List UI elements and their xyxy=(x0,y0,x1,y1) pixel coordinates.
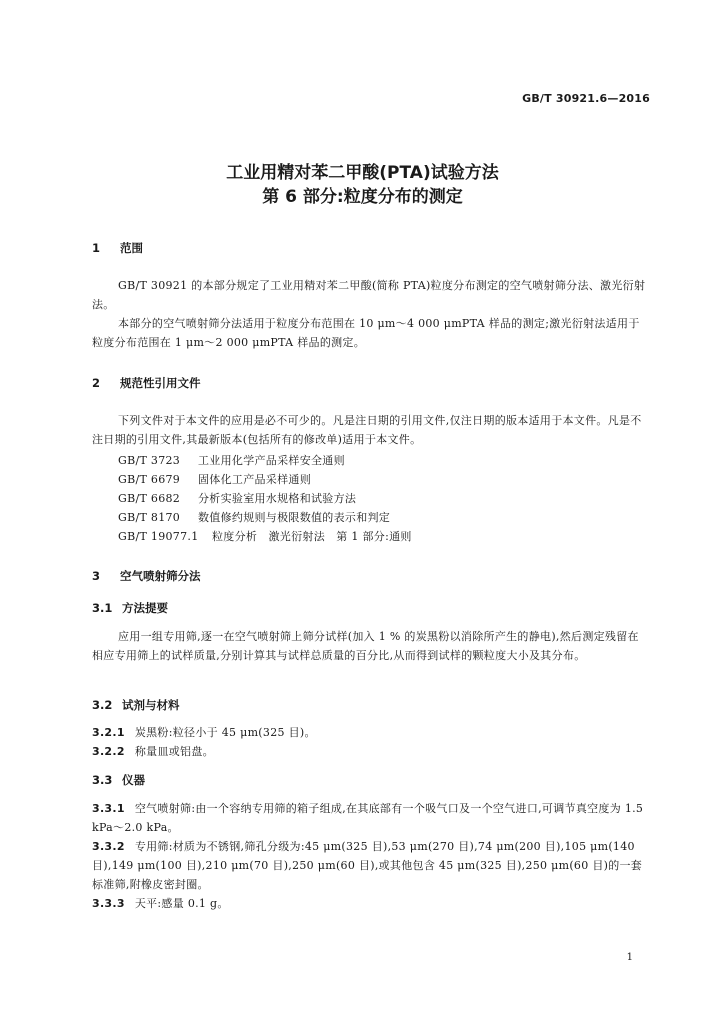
reference-item xyxy=(118,509,390,525)
section-2-heading xyxy=(92,375,201,391)
reference-code: GB/T 3723 xyxy=(118,454,181,467)
section-3-2-heading xyxy=(92,697,180,713)
section-number: 1 xyxy=(92,241,101,255)
clause-number: 3.3.2 xyxy=(92,840,125,853)
reference-code: GB/T 8170 xyxy=(118,511,181,524)
scope-paragraph-2: 本部分的空气喷射筛分法适用于粒度分布范围在 10 μm～4 000 μmPTA 样品的测定;激光衍射法适用于粒度分布范围在 1 μm～2 000 μmPTA 样品的测定。 xyxy=(92,317,640,349)
reference-code: GB/T 6682 xyxy=(118,492,181,505)
reference-title: 粒度分析 激光衍射法 第 1 部分:通则 xyxy=(212,530,412,543)
section-3-3-heading xyxy=(92,772,145,788)
reference-item xyxy=(118,528,412,544)
section-title: 规范性引用文件 xyxy=(120,376,201,390)
page-number: 1 xyxy=(626,952,633,963)
reference-title: 数值修约规则与极限数值的表示和判定 xyxy=(198,511,391,524)
clause-text: 炭黑粉:粒径小于 45 μm(325 目)。 xyxy=(134,726,316,739)
reference-item xyxy=(118,490,356,506)
reference-title: 工业用化学产品采样安全通则 xyxy=(198,454,345,467)
section-title: 仪器 xyxy=(122,773,145,787)
clause-text: 天平:感量 0.1 g。 xyxy=(134,897,229,910)
clause-3-2-1 xyxy=(92,723,648,742)
clause-number: 3.3.3 xyxy=(92,897,125,910)
reference-title: 分析实验室用水规格和试验方法 xyxy=(198,492,357,505)
section-number: 3.1 xyxy=(92,601,113,615)
section-number: 3 xyxy=(92,569,101,583)
section-3-1-heading xyxy=(92,600,168,616)
section-3-heading xyxy=(92,568,201,584)
clause-number: 3.2.2 xyxy=(92,745,125,758)
reference-item xyxy=(118,471,311,487)
reference-title: 固体化工产品采样通则 xyxy=(198,473,311,486)
section-1-heading xyxy=(92,240,143,256)
document-subtitle: 第 6 部分:粒度分布的测定 xyxy=(262,187,463,207)
clause-text: 专用筛:材质为不锈钢,筛孔分级为:45 μm(325 目),53 μm(270 目),74 μm(200 目),105 μm(140 目),149 μm(100 目),210 μm(70 目),250 μm(60 目),或其他包含 45 μm(325 目),250 μm(60 目)的一套标准筛,附橡皮密封圈。 xyxy=(92,840,643,891)
clause-3-3-1 xyxy=(92,799,648,837)
references-intro-paragraph: 下列文件对于本文件的应用是必不可少的。凡是注日期的引用文件,仅注日期的版本适用于本文件。凡是不注日期的引用文件,其最新版本(包括所有的修改单)适用于本文件。 xyxy=(92,414,642,446)
clause-3-3-3 xyxy=(92,894,648,913)
standard-number: GB/T 30921.6—2016 xyxy=(522,92,650,105)
reference-code: GB/T 19077.1 xyxy=(118,530,199,543)
section-number: 3.3 xyxy=(92,773,113,787)
section-title: 空气喷射筛分法 xyxy=(120,569,201,583)
reference-code: GB/T 6679 xyxy=(118,473,181,486)
clause-3-3-2 xyxy=(92,837,648,894)
section-title: 试剂与材料 xyxy=(122,698,180,712)
document-title: 工业用精对苯二甲酸(PTA)试验方法 xyxy=(226,163,499,183)
section-number: 3.2 xyxy=(92,698,113,712)
clause-3-2-2 xyxy=(92,742,648,761)
section-title: 方法提要 xyxy=(122,601,168,615)
reference-item xyxy=(118,452,345,468)
scope-paragraph-1: GB/T 30921 的本部分规定了工业用精对苯二甲酸(简称 PTA)粒度分布测定的空气喷射筛分法、激光衍射法。 xyxy=(92,279,646,311)
method-summary-paragraph: 应用一组专用筛,逐一在空气喷射筛上筛分试样(加入 1 % 的炭黑粉以消除所产生的静电),然后测定残留在相应专用筛上的试样质量,分别计算其与试样总质量的百分比,从而得到试样的颗粒度大小及其分布。 xyxy=(92,630,639,662)
clause-number: 3.2.1 xyxy=(92,726,125,739)
section-number: 2 xyxy=(92,376,101,390)
clause-text: 空气喷射筛:由一个容纳专用筛的箱子组成,在其底部有一个吸气口及一个空气进口,可调节真空度为 1.5 kPa～2.0 kPa。 xyxy=(92,802,644,834)
section-title: 范围 xyxy=(120,241,143,255)
clause-number: 3.3.1 xyxy=(92,802,125,815)
clause-text: 称量皿或铝盘。 xyxy=(134,745,214,758)
